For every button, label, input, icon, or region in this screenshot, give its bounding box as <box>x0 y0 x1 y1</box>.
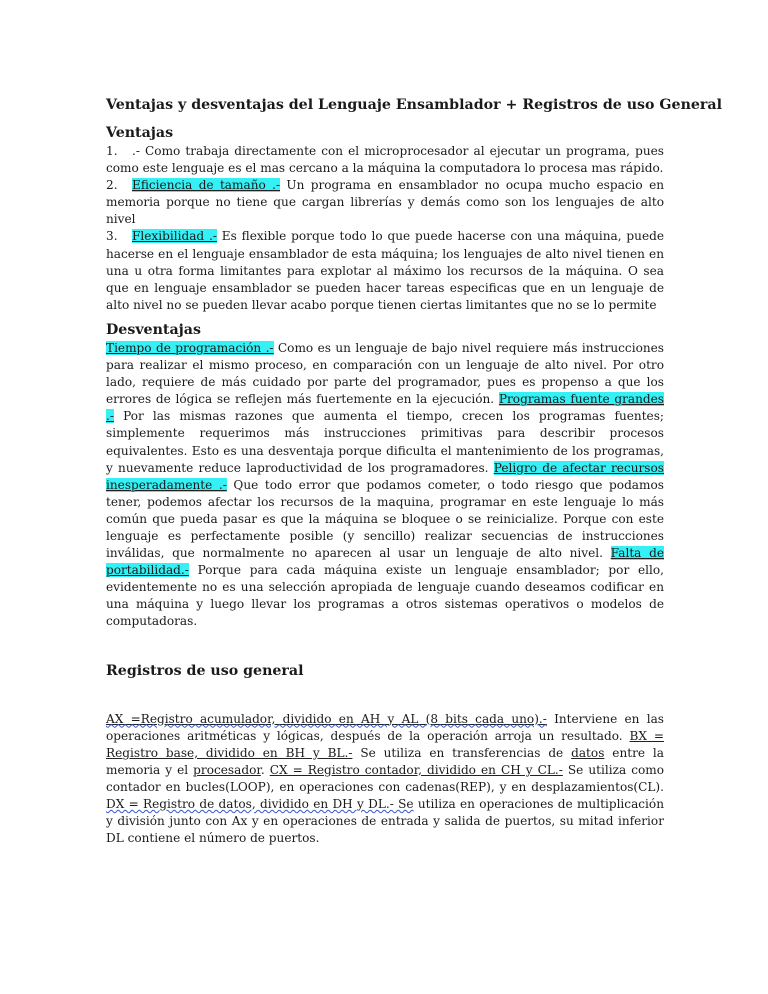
item-text: Porque para cada máquina existe un lenguaje ensamblador; por ello, evidentemente no es una selección apropiada de lenguaje cuando deseamos codificar en una máquina y luego llevar los programas a otros sistemas operativos o modelos de computadoras. <box>106 563 664 629</box>
ventaja-item-1 <box>106 143 664 177</box>
highlighted-term: Flexibilidad .- <box>132 229 217 244</box>
ventajas-heading: Ventajas <box>106 125 174 141</box>
item-text: Es flexible porque todo lo que puede hacerse con una máquina, puede hacerse en el lenguaje ensamblador de esta máquina; los lenguajes de alto nivel tienen en una u otra forma limitantes para explotar al máximo los recursos de la máquina. O sea que en lenguaje ensamblador se pueden hacer tareas especificas que en un lenguaje de alto nivel no se pueden llevar acabo porque tienen ciertas limitantes que no se lo permite <box>106 229 664 312</box>
item-text: Se utiliza como contador en bucles(LOOP), en operaciones con cadenas(REP), y en desplazamientos(CL). <box>106 762 665 794</box>
item-number: 3. <box>106 229 118 244</box>
highlighted-term: Peligro de afectar recursos inesperadamente .- <box>106 460 664 492</box>
linked-word: datos <box>571 745 605 760</box>
registros-heading: Registros de uso general <box>106 662 304 679</box>
register-cx-label: CX = Registro contador, dividido en CH y CL.- <box>269 762 563 777</box>
item-number: 1. <box>106 144 118 158</box>
item-text: Interviene en las operaciones aritméticas y lógicas, después de la operación arroja un resultado. <box>106 711 664 743</box>
ventaja-item-3 <box>106 228 664 313</box>
linked-word: procesador <box>193 762 261 777</box>
highlighted-term: Eficiencia de tamaño .- <box>132 178 281 193</box>
document-title: Ventajas y desventajas del Lenguaje Ensamblador + Registros de uso General <box>106 97 722 113</box>
register-ax-label: AX =Registro acumulador, dividido en AH y AL (8 bits cada uno).- <box>106 711 547 726</box>
highlighted-term: Tiempo de programación .- <box>106 340 274 355</box>
register-bx-label: BX = Registro base, dividido en BH y BL.- <box>106 728 664 760</box>
item-text: .- Como trabaja directamente con el microprocesador al ejecutar un programa, pues como este lenguaje es el mas cercano a la máquina la computadora lo procesa mas rápido. <box>106 144 664 176</box>
register-dx-label: DX = Registro de datos, dividido en DH y DL.- Se <box>106 797 414 811</box>
item-text: Un programa en ensamblador no ocupa mucho espacio en memoria porque no tiene que cargan librerías y demás como son los lenguajes de alto nivel <box>106 178 665 227</box>
highlighted-term: Falta de portabilidad.- <box>106 546 664 578</box>
item-text: Por las mismas razones que aumenta el tiempo, crecen los programas fuentes; simplemente requerimos más instrucciones primitivas para describir procesos equivalentes. Esto es una desventaja porque dificulta el mantenimiento de los programas, y nuevamente reduce laproductividad de los programadores. <box>106 409 664 475</box>
desventajas-heading: Desventajas <box>106 321 201 338</box>
desventajas-paragraph <box>106 340 664 631</box>
highlighted-term: Programas fuente grandes .- <box>106 392 664 424</box>
item-text: utiliza en operaciones de multiplicación y división junto con Ax y en operaciones de entrada y salida de puertos, su mitad inferior DL contiene el número de puertos. <box>106 797 664 846</box>
registros-paragraph: AX =Registro acumulador, dividido en AH y AL (8 bits cada uno).- Interviene en las operaciones aritméticas y lógicas, después de la operación arroja un resultado. BX = Registro base, dividido en BH y BL.- Se utiliza en transferencias de datos entre la memoria y el procesador. CX = Registro contador, dividido en CH y CL.- Se utiliza como contador en bucles(LOOP), en operaciones con cadenas(REP), y en desplazamientos(CL). DX = Registro de datos, dividido en DH y DL.- Se utiliza en operaciones de multiplicación y división junto con Ax y en operaciones de entrada y salida de puertos, su mitad inferior DL contiene el número de puertos. <box>106 711 665 846</box>
item-number: 2. <box>106 178 118 193</box>
item-text: Que todo error que podamos cometer, o todo riesgo que podamos tener, podemos afectar los recursos de la maquina, programar en este lenguaje lo más común que pueda pasar es que la máquina se bloquee o se reinicialize. Porque con este lenguaje es perfectamente posible (y sencillo) realizar secuencias de instrucciones inválidas, que normalmente no aparecen al usar un lenguaje de alto nivel. <box>106 477 664 561</box>
ventaja-item-2 <box>106 177 664 228</box>
item-text: Como es un lenguaje de bajo nivel requiere más instrucciones para realizar el mismo proceso, en comparación con un lenguaje de alto nivel. Por otro lado, requiere de más cuidado por parte del programador, pues es propenso a que los errores de lógica se reflejen más fuertemente en la ejecución. <box>106 340 665 407</box>
